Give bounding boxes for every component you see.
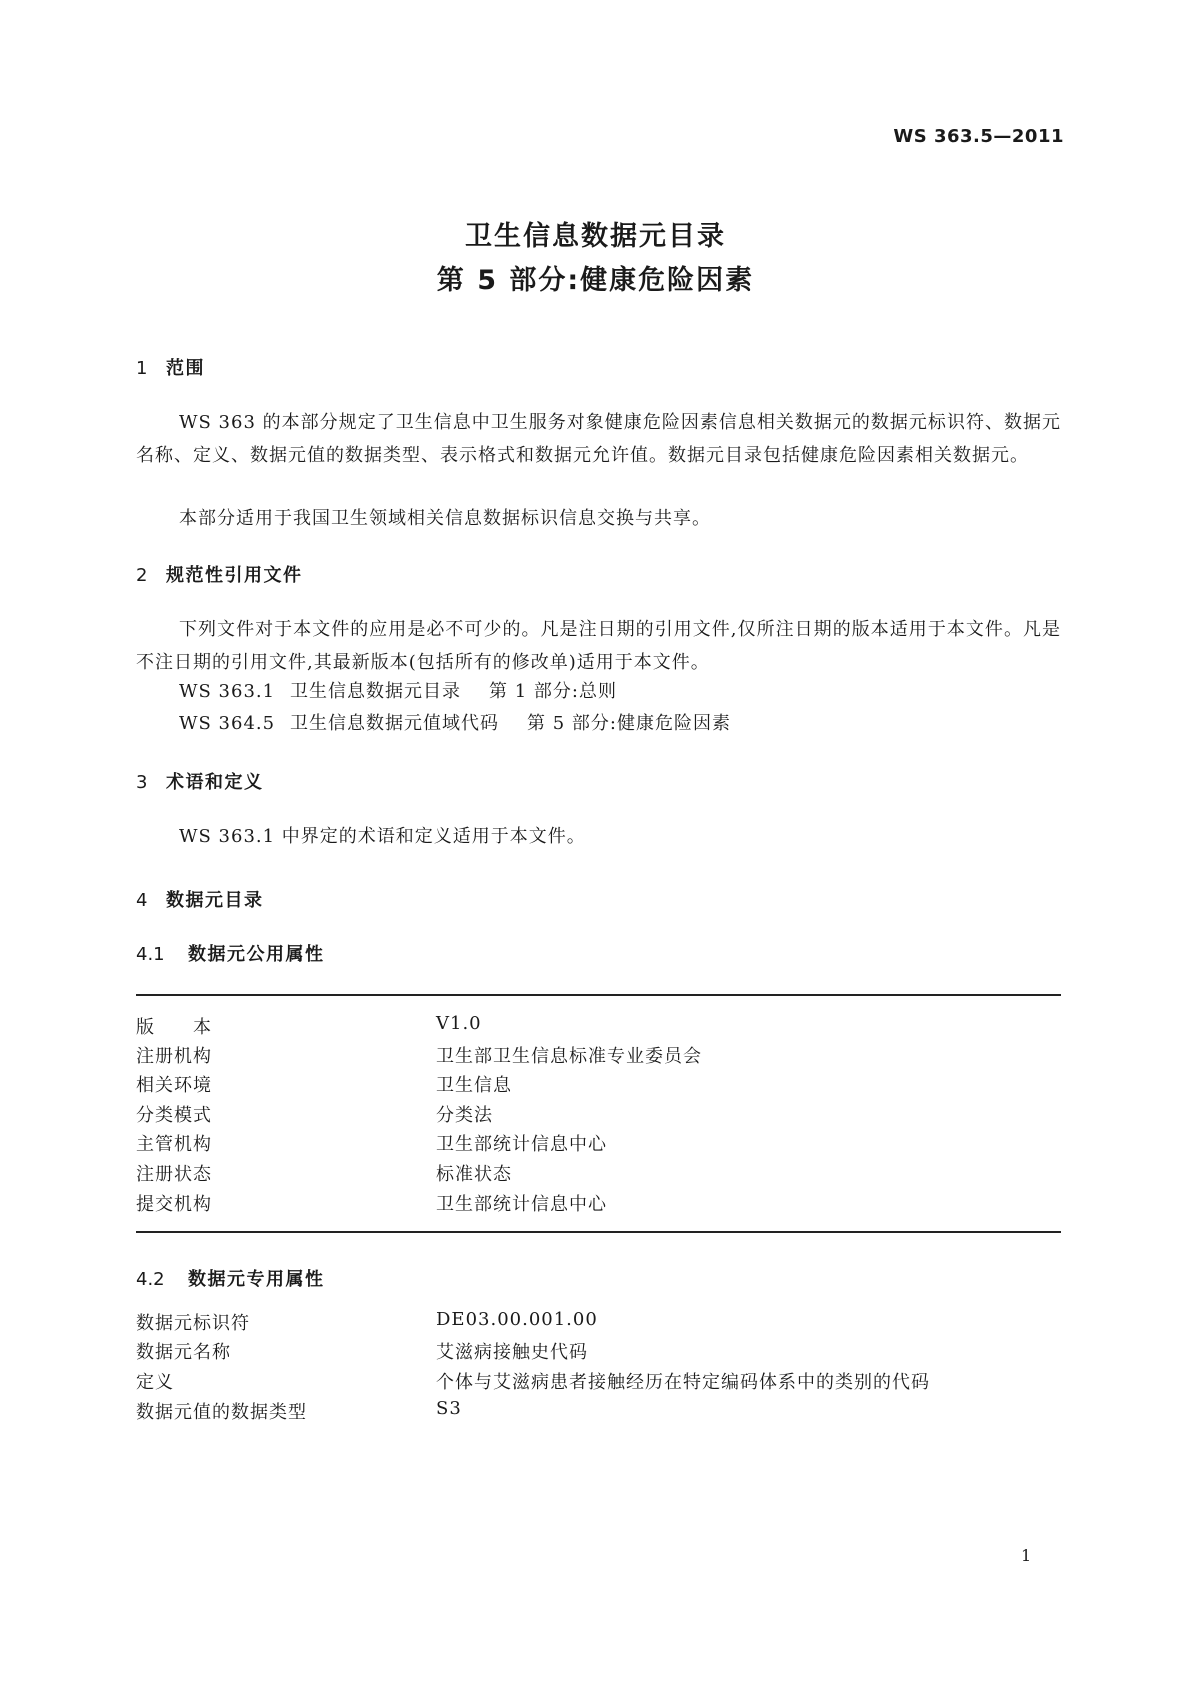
attribute-value: 卫生部统计信息中心 [436, 1194, 607, 1215]
section-title: 数据元目录 [166, 890, 264, 911]
attribute-value: 分类法 [436, 1105, 493, 1126]
attribute-key: 提交机构 [136, 1194, 212, 1215]
section-1-paragraph-2: 本部分适用于我国卫生领域相关信息数据标识信息交换与共享。 [179, 508, 711, 529]
section-title: 规范性引用文件 [166, 565, 303, 586]
section-3-paragraph-1: WS 363.1 中界定的术语和定义适用于本文件。 [179, 826, 586, 847]
reference-part: 第 1 部分:总则 [489, 681, 617, 702]
reference-code: WS 363.1 [179, 681, 276, 702]
section-2-paragraph-1: 下列文件对于本文件的应用是必不可少的。凡是注日期的引用文件,仅所注日期的版本适用于本文件。凡是不注日期的引用文件,其最新版本(包括所有的修改单)适用于本文件。 [136, 619, 1061, 673]
attribute-value: V1.0 [436, 1013, 482, 1034]
attribute-value: 卫生部卫生信息标准专业委员会 [436, 1046, 702, 1067]
table-top-rule [136, 994, 1061, 996]
attribute-key: 定义 [136, 1372, 174, 1393]
attribute-key: 相关环境 [136, 1075, 212, 1096]
section-number: 2 [136, 565, 148, 586]
attribute-value: DE03.00.001.00 [436, 1309, 598, 1330]
section-title: 范围 [166, 358, 205, 379]
section-1-heading [136, 354, 205, 380]
page-number: 1 [1021, 1546, 1032, 1565]
section-4-1-heading [136, 940, 325, 966]
attribute-value: 卫生信息 [436, 1075, 512, 1096]
normative-reference [179, 677, 617, 703]
section-4-heading [136, 886, 264, 912]
attribute-key: 数据元标识符 [136, 1313, 250, 1334]
attribute-value: 卫生部统计信息中心 [436, 1134, 607, 1155]
table-bottom-rule [136, 1231, 1061, 1233]
section-number: 1 [136, 358, 148, 379]
attribute-key: 数据元名称 [136, 1342, 231, 1363]
section-number: 4.2 [136, 1269, 165, 1290]
section-title: 数据元专用属性 [188, 1269, 325, 1290]
reference-code: WS 364.5 [179, 713, 276, 734]
standard-code: WS 363.5—2011 [893, 126, 1064, 147]
section-number: 4.1 [136, 944, 165, 965]
document-subtitle: 第 5 部分:健康危险因素 [436, 265, 755, 296]
section-2-heading [136, 561, 303, 587]
document-title: 卫生信息数据元目录 [465, 221, 726, 252]
attribute-key: 主管机构 [136, 1134, 212, 1155]
section-title: 术语和定义 [166, 772, 264, 793]
attribute-value: 标准状态 [436, 1164, 512, 1185]
attribute-value: 个体与艾滋病患者接触经历在特定编码体系中的类别的代码 [436, 1372, 930, 1393]
section-3-heading [136, 768, 264, 794]
attribute-key: 分类模式 [136, 1105, 212, 1126]
reference-title: 卫生信息数据元值域代码 [290, 713, 499, 734]
section-number: 4 [136, 890, 148, 911]
section-1-paragraph-1: WS 363 的本部分规定了卫生信息中卫生服务对象健康危险因素信息相关数据元的数据元标识符、数据元名称、定义、数据元值的数据类型、表示格式和数据元允许值。数据元目录包括健康危险因素相关数据元。 [136, 412, 1061, 466]
section-4-2-heading [136, 1265, 325, 1291]
attribute-value: 艾滋病接触史代码 [436, 1342, 588, 1363]
attribute-value: S3 [436, 1398, 462, 1419]
section-number: 3 [136, 772, 148, 793]
normative-reference [179, 709, 731, 735]
section-title: 数据元公用属性 [188, 944, 325, 965]
attribute-key: 注册状态 [136, 1164, 212, 1185]
attribute-key: 版 本 [136, 1017, 212, 1038]
reference-title: 卫生信息数据元目录 [290, 681, 461, 702]
attribute-key: 数据元值的数据类型 [136, 1402, 307, 1423]
reference-part: 第 5 部分:健康危险因素 [527, 713, 731, 734]
attribute-key: 注册机构 [136, 1046, 212, 1067]
